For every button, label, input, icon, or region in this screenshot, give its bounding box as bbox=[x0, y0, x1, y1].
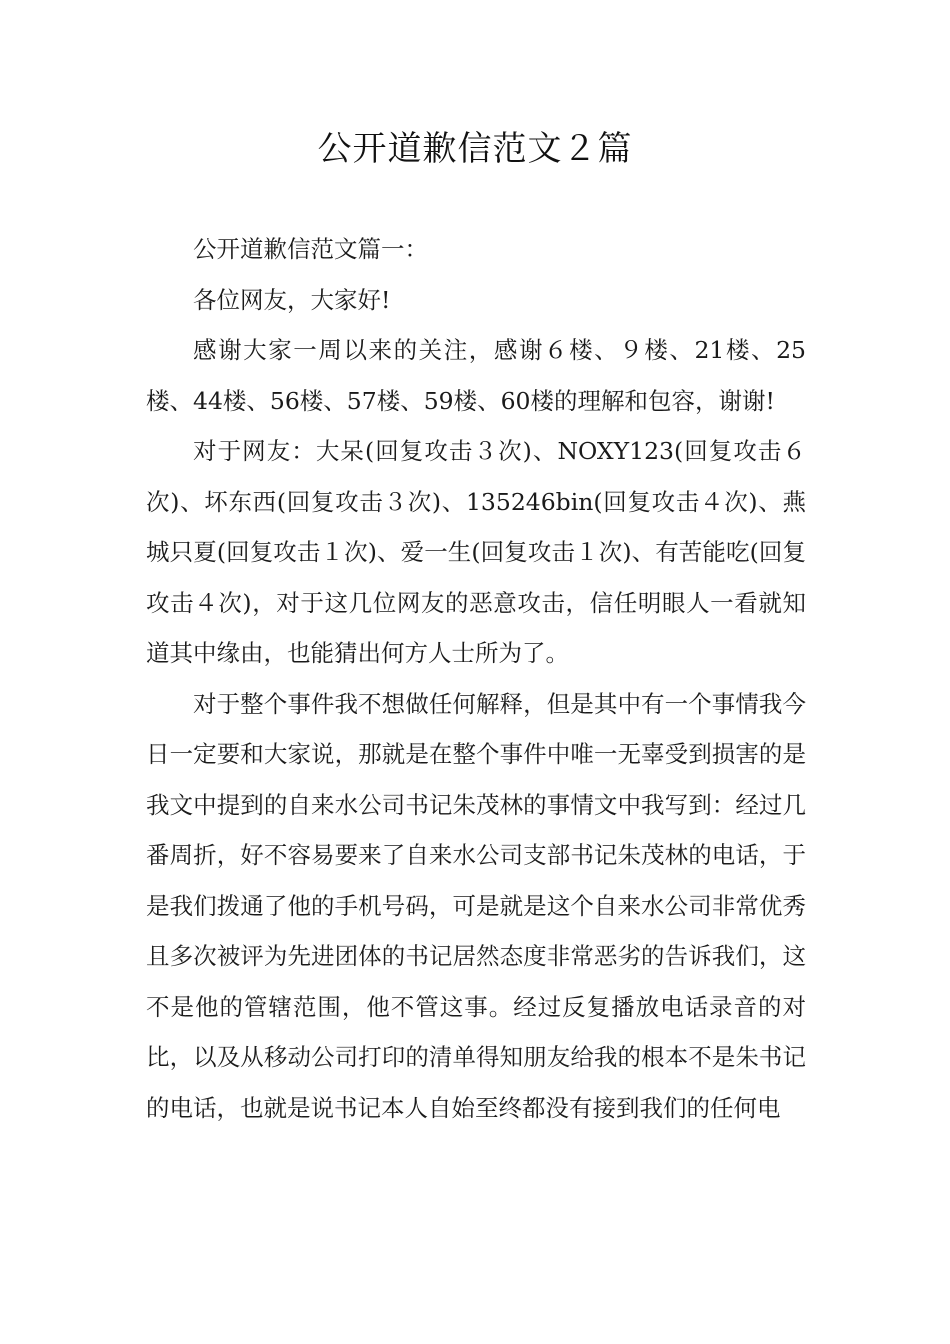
paragraph-attackers: 对于网友：大呆(回复攻击３次)、NOXY123(回复攻击６次)、坏东西(回复攻击３次)、135246bin(回复攻击４次)、燕城只夏(回复攻击１次)、爱一生(回复攻击１次)、有苦能吃(回复攻击４次)，对于这几位网友的恶意攻击，信任明眼人一看就知道其中缘由，也能猜出何方人士所为了。 bbox=[146, 437, 806, 667]
paragraph-thanks: 感谢大家一周以来的关注，感谢６楼、９楼、21楼、25楼、44楼、56楼、57楼、59楼、60楼的理解和包容，谢谢! bbox=[146, 336, 806, 415]
paragraph-heading: 公开道歉信范文篇一： bbox=[193, 235, 428, 263]
document-body bbox=[146, 224, 806, 1133]
document-title: 公开道歉信范文２篇 bbox=[317, 129, 633, 169]
paragraph-explanation: 对于整个事件我不想做任何解释，但是其中有一个事情我今日一定要和大家说，那就是在整个事件中唯一无辜受到损害的是我文中提到的自来水公司书记朱茂林的事情文中我写到：经过几番周折，好不容易要来了自来水公司支部书记朱茂林的电话，于是我们拨通了他的手机号码，可是就是这个自来水公司非常优秀且多次被评为先进团体的书记居然态度非常恶劣的告诉我们，这不是他的管辖范围，他不管这事。经过反复播放电话录音的对比，以及从移动公司打印的清单得知朋友给我的根本不是朱书记的电话，也就是说书记本人自始至终都没有接到我们的任何电 bbox=[146, 689, 806, 1122]
paragraph-greeting: 各位网友，大家好! bbox=[193, 285, 391, 314]
